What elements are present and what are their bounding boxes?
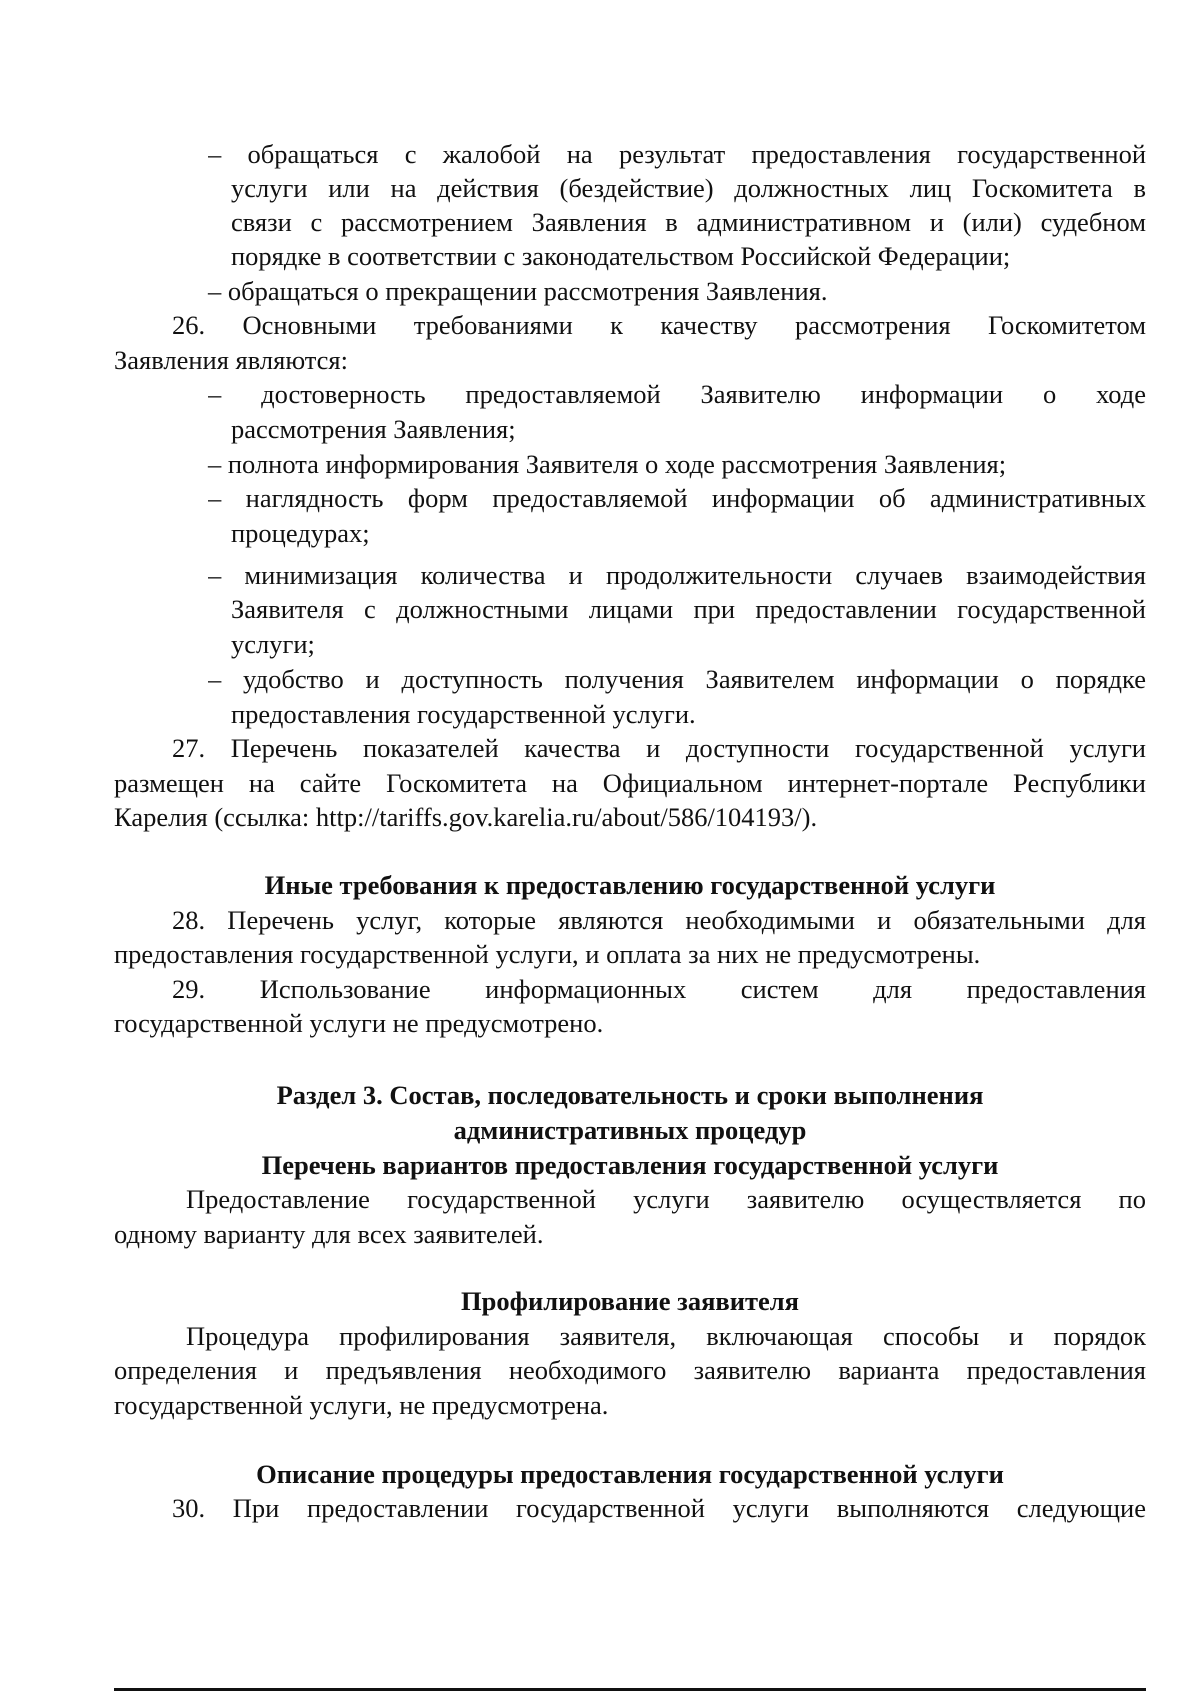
paragraph-30: 30. При предоставлении государственной услуги выполняются следующие xyxy=(172,1493,1146,1523)
subsection-heading: Описание процедуры предоставления государственной услуги xyxy=(256,1459,1004,1489)
text-line: предоставления государственной услуги, и оплата за них не предусмотрены. xyxy=(114,939,981,969)
subsection-heading: Профилирование заявителя xyxy=(461,1286,799,1316)
paragraph-29: 29. Использование информационных систем для предоставления xyxy=(172,974,1146,1004)
text-line: Карелия (ссылка: http://tariffs.gov.karelia.ru/about/586/104193/). xyxy=(114,802,818,832)
list-item-completeness: – полнота информирования Заявителя о ходе рассмотрения Заявления; xyxy=(208,449,1007,479)
text-line: Заявления являются: xyxy=(114,345,348,375)
text-line: Заявителя с должностными лицами при предоставлении государственной xyxy=(231,594,1146,624)
subsection-heading: Перечень вариантов предоставления государственной услуги xyxy=(261,1150,999,1180)
list-item-convenience: – удобство и доступность получения Заявителем информации о порядке xyxy=(208,664,1146,694)
text-line: государственной услуги не предусмотрено. xyxy=(114,1008,604,1038)
list-item-complaint: – обращаться с жалобой на результат предоставления государственной xyxy=(208,139,1146,169)
list-item-reliability: – достоверность предоставляемой Заявителю информации о ходе xyxy=(208,379,1146,409)
text-line: порядке в соответствии с законодательством Российской Федерации; xyxy=(231,241,1011,271)
bottom-divider xyxy=(114,1688,1146,1691)
paragraph-profiling: Процедура профилирования заявителя, включающая способы и порядок xyxy=(186,1321,1146,1351)
section-title: Раздел 3. Состав, последовательность и сроки выполнения xyxy=(276,1080,984,1110)
text-line: услуги; xyxy=(231,629,315,659)
section-title-continued: административных процедур xyxy=(453,1115,807,1145)
paragraph-28: 28. Перечень услуг, которые являются необходимыми и обязательными для xyxy=(172,905,1146,935)
list-item-minimization: – минимизация количества и продолжительности случаев взаимодействия xyxy=(208,560,1146,590)
text-line: размещен на сайте Госкомитета на Официальном интернет-портале Республики xyxy=(114,768,1146,798)
text-line: государственной услуги, не предусмотрена. xyxy=(114,1390,609,1420)
text-line: процедурах; xyxy=(231,518,370,548)
paragraph-27: 27. Перечень показателей качества и доступности государственной услуги xyxy=(172,733,1146,763)
text-line: предоставления государственной услуги. xyxy=(231,699,696,729)
text-line: услуги или на действия (бездействие) должностных лиц Госкомитета в xyxy=(231,173,1146,203)
text-line: рассмотрения Заявления; xyxy=(231,414,516,444)
list-item-termination: – обращаться о прекращении рассмотрения Заявления. xyxy=(208,276,828,306)
text-line: связи с рассмотрением Заявления в административном и (или) судебном xyxy=(231,207,1146,237)
text-line: определения и предъявления необходимого заявителю варианта предоставления xyxy=(114,1355,1146,1385)
list-item-clarity: – наглядность форм предоставляемой информации об административных xyxy=(208,483,1146,513)
text-line: одному варианту для всех заявителей. xyxy=(114,1219,544,1249)
paragraph-26: 26. Основными требованиями к качеству рассмотрения Госкомитетом xyxy=(172,310,1146,340)
section-heading: Иные требования к предоставлению государственной услуги xyxy=(264,870,996,900)
paragraph-variants: Предоставление государственной услуги заявителю осуществляется по xyxy=(186,1184,1146,1214)
